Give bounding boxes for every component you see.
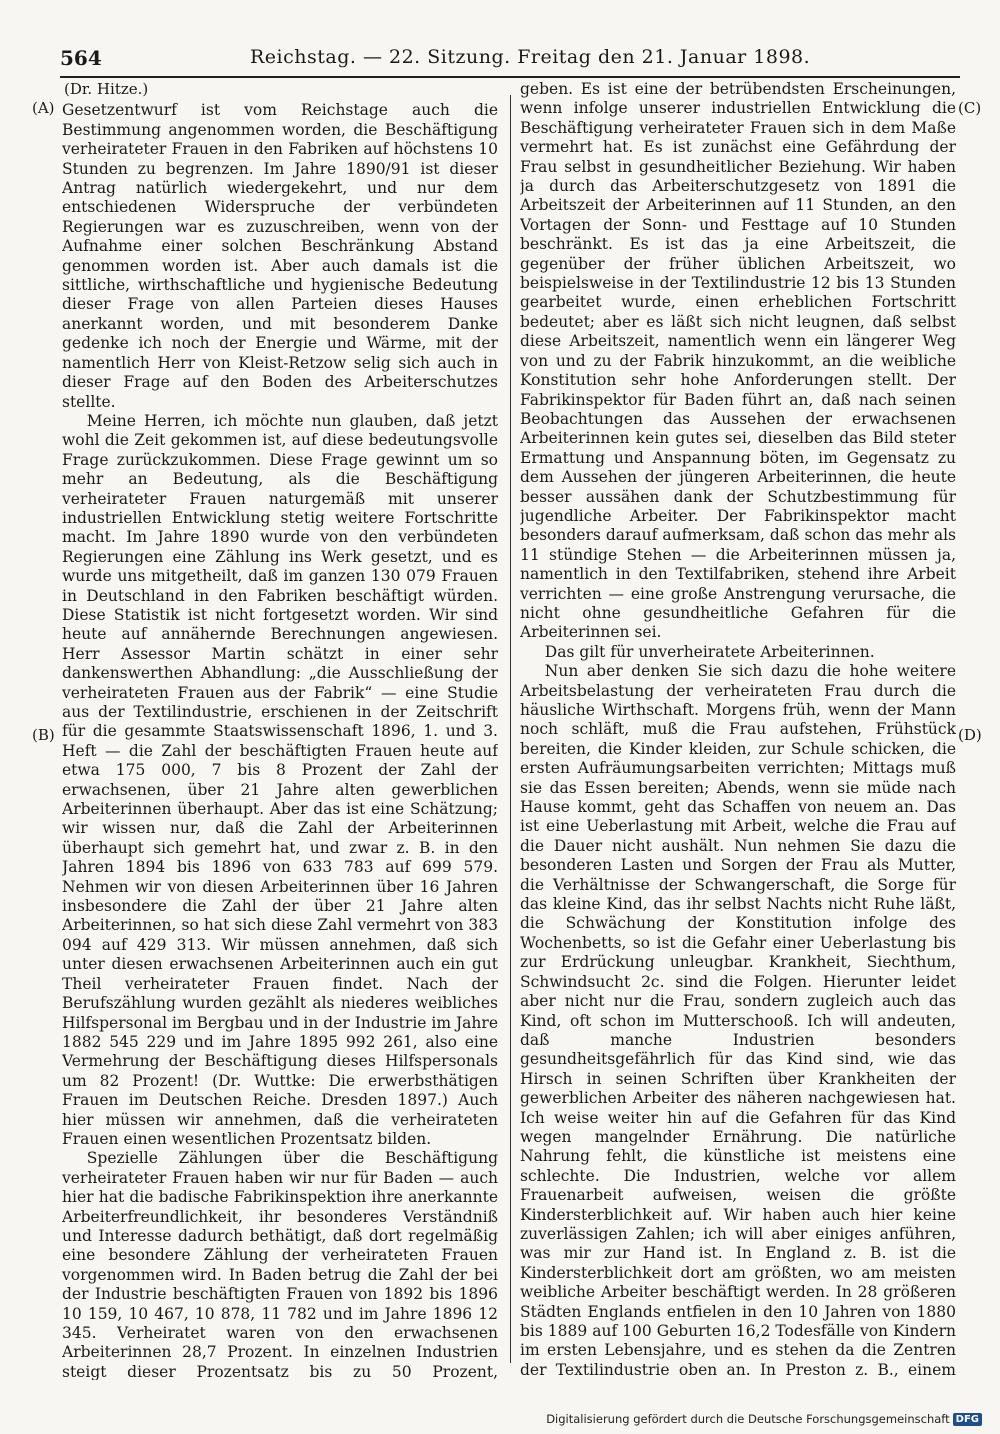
paragraph: Das gilt für unverheiratete Arbeiterinnen. [544,642,875,661]
paragraph: Spezielle Zählungen über die Beschäftigung verheirateter Frauen haben wir nur für Baden — auch hier hat die badische Fabrikinspektion ihre anerkannte Arbeiterfreundlichkeit, ihr besonderes Verständniß und Interesse dadurch bethätigt, daß dort regelmäßig eine besondere Zählung der verheirateten Frauen vorgenommen wird. In Baden betrug die Zahl der bei der Industrie beschäftigten Frauen von 1892 bis 1896 10 159, 10 467, 10 878, 11 782 und im Jahre 1896 12 345. Verheiratet waren von den erwachsenen Arbeiterinnen 28,7 Prozent. In einzelnen Industrien steigt dieser Prozentsatz bis zu 50 Prozent, [62,1149,498,1380]
speaker-label: (Dr. Hitze.) [64,80,149,98]
running-title: Reichstag. — 22. Sitzung. Freitag den 21. Januar 1898. [250,46,811,68]
margin-mark-a: (A) [32,99,55,117]
right-column [520,80,956,1380]
paragraph: Meine Herren, ich möchte nun glauben, daß jetzt wohl die Zeit gekommen ist, auf diese bedeutungsvolle Frage zurückzukommen. Diese Frage gewinnt um so mehr an Bedeutung, als die Beschäftigung verheirateter Frauen naturgemäß mit unserer industriellen Entwicklung stetig weitere Fortschritte macht. Im Jahre 1890 wurde von den verbündeten Regierungen eine Zählung ins Werk gesetzt, und es wurde uns mitgetheilt, daß im ganzen 130 079 Frauen in Deutschland in den Fabriken beschäftigt würden. Diese Statistik ist nicht fortgesetzt worden. Wir sind heute auf annähernde Berechnungen angewiesen. Herr Assessor Martin schätzt in einer sehr dankenswerthen Abhandlung: „die Ausschließung der verheirateten Frauen aus der Fabrik“ — eine Studie aus der Textilindustrie, erschienen in der Zeitschrift für die gesammte Staatswissenschaft 1896, 1. und 3. Heft — die Zahl der beschäftigten Frauen heute auf etwa 175 000, 7 bis 8 Prozent der Zahl der erwachsenen, über 21 Jahre alten gewerblichen Arbeiterinnen überhaupt. Aber das ist eine Schätzung; wir wissen nur, daß die Zahl der Arbeiterinnen überhaupt sich gemehrt hat, und zwar z. B. in den Jahren 1894 bis 1896 von 633 783 auf 699 579. Nehmen wir von diesen Arbeiterinnen über 16 Jahren insbesondere die Zahl der über 21 Jahre alten Arbeiterinnen, so hat sich diese Zahl vermehrt von 383 094 auf 429 313. Wir müssen annehmen, daß sich unter diesen erwachsenen Arbeiterinnen auch ein gut Theil verheirateter Frauen findet. Nach der Berufszählung wurden gezählt als niederes weibliches Hilfspersonal im Bergbau und in der Industrie im Jahre 1882 545 229 und im Jahre 1895 992 261, also eine Vermehrung der Beschäftigung dieses Hilfspersonals um 82 Prozent! (Dr. Wuttke: Die erwerbsthätigen Frauen im Deutschen Reiche. Dresden 1897.) Auch hier müssen wir annehmen, daß die verheirateten Frauen einen wesentlichen Prozentsatz bilden. [62,411,498,1148]
paragraph: Nun aber denken Sie sich dazu die hohe weitere Arbeitsbelastung der verheirateten Frau durch die häusliche Wirthschaft. Morgens früh, wenn der Mann noch schläft, muß die Frau aufstehen, Frühstück bereiten, die Kinder kleiden, zur Schule schicken, die ersten Aufräumungsarbeiten verrichten; Mittags muß sie das Essen bereiten; Abends, wenn sie müde nach Hause kommt, geht das Schaffen von neuem an. Das ist eine Ueberlastung mit Arbeit, welche die Frau auf die Dauer nicht aushält. Nun nehmen Sie dazu die besonderen Lasten und Sorgen der Frau als Mutter, die Verhältnisse der Schwangerschaft, die Sorge für das kleine Kind, das ihr selbst Nachts nicht Ruhe läßt, die Schwächung der Konstitution infolge des Wochenbetts, so ist die Gefahr einer Ueberlastung bis zur Erdrückung unleugbar. Krankheit, Siechthum, Schwindsucht 2c. sind die Folgen. Hierunter leidet aber nicht nur die Frau, sondern zugleich auch das Kind, oft schon im Mutterschooß. Ich will andeuten, daß manche Industrien besonders gesundheitsgefährlich für das Kind sind, wie das Hirsch in seinen Schriften über Krankheiten der gewerblichen Arbeiter des näheren nachgewiesen hat. Ich weise weiter hin auf die Gefahren für das Kind wegen mangelnder Ernährung. Die natürliche Nahrung fehlt, die künstliche ist meistens eine schlechte. Die Industrien, welche vor allem Frauenarbeit aufweisen, weisen die größte Kindersterblichkeit auf. Wir haben auch hier keine zuverlässigen Zahlen; ich will aber einiges anführen, was mir zur Hand ist. In England z. B. ist die Kindersterblichkeit dort am größten, wo am meisten weibliche Arbeiter beschäftigt werden. In 28 größeren Städten Englands entfielen in den 10 Jahren von 1880 bis 1889 auf 100 Geburten 16,2 Todesfälle von Kindern im ersten Lebensjahre, und es stehen da die Zentren der Textilindustrie oben an. In Preston z. B., einem [520,662,956,1379]
paragraph: geben. Es ist eine der betrübendsten Erscheinungen, wenn infolge unserer industriellen Entwicklung die Beschäftigung verheirateter Frauen sich in dem Maße vermehrt hat. Es ist zunächst eine Gefährdung der Frau selbst in gesundheitlicher Beziehung. Wir haben ja durch das Arbeiterschutzgesetz von 1891 die Arbeitszeit der Arbeiterinnen auf 11 Stunden, an den Vortagen der Sonn- und Festtage auf 10 Stunden beschränkt. Es ist das ja eine Arbeitszeit, die gegenüber der früher üblichen Arbeitszeit, wo beispielsweise in der Textilindustrie 12 bis 13 Stunden gearbeitet wurde, einen erheblichen Fortschritt bedeutet; aber es läßt sich nicht leugnen, daß selbst diese Arbeitszeit, namentlich wenn ein längerer Weg von und zu der Fabrik hinzukommt, an die weibliche Konstitution sehr hohe Anforderungen stellt. Der Fabrikinspektor für Baden führt an, daß nach seinen Beobachtungen das Aussehen der erwachsenen Arbeiterinnen kein gutes sei, dieselben das Bild steter Ermattung und Anspannung böten, im Gegensatz zu dem Aussehen der jüngeren Arbeiterinnen, die heute besser aussähen dank der Schutzbestimmung für jugendliche Arbeiter. Der Fabrikinspektor macht besonders darauf aufmerksam, daß schon das mehr als 11 stündige Stehen — die Arbeiterinnen müssen ja, namentlich in den Textilfabriken, stehend ihre Arbeit verrichten — eine große Anstrengung verursache, die nicht ohne gesundheitliche Gefahren für die Arbeiterinnen sei. [520,80,956,642]
paragraph: Gesetzentwurf ist vom Reichstage auch die Bestimmung angenommen worden, die Beschäftigung verheirateter Frauen in den Fabriken auf höchstens 10 Stunden zu begrenzen. Im Jahre 1890/91 ist dieser Antrag natürlich wiedergekehrt, und nur dem entschiedenen Widerspruche der verbündeten Regierungen war es zuzuschreiben, wenn von der Aufnahme einer solchen Beschränkung Abstand genommen worden ist. Aber auch damals ist die sittliche, wirthschaftliche und hygienische Bedeutung dieser Frage von allen Parteien dieses Hauses anerkannt worden, und mit besonderem Danke gedenke ich noch der Energie und Wärme, mit der namentlich Herr von Kleist-Retzow selig sich auch in dieser Frage auf den Boden des Arbeiterschutzes stellte. [62,101,498,411]
dfg-logo-icon: DFG [953,1413,982,1426]
footer-text: Digitalisierung gefördert durch die Deutsche Forschungsgemeinschaft [546,1412,950,1426]
column-divider [510,95,511,1363]
page-header [60,40,960,78]
margin-mark-c: (C) [958,99,982,117]
footer-credit [546,1412,982,1426]
margin-mark-d: (D) [958,726,982,744]
page-number: 564 [60,46,102,70]
margin-mark-b: (B) [32,726,55,744]
left-column [62,80,498,1380]
